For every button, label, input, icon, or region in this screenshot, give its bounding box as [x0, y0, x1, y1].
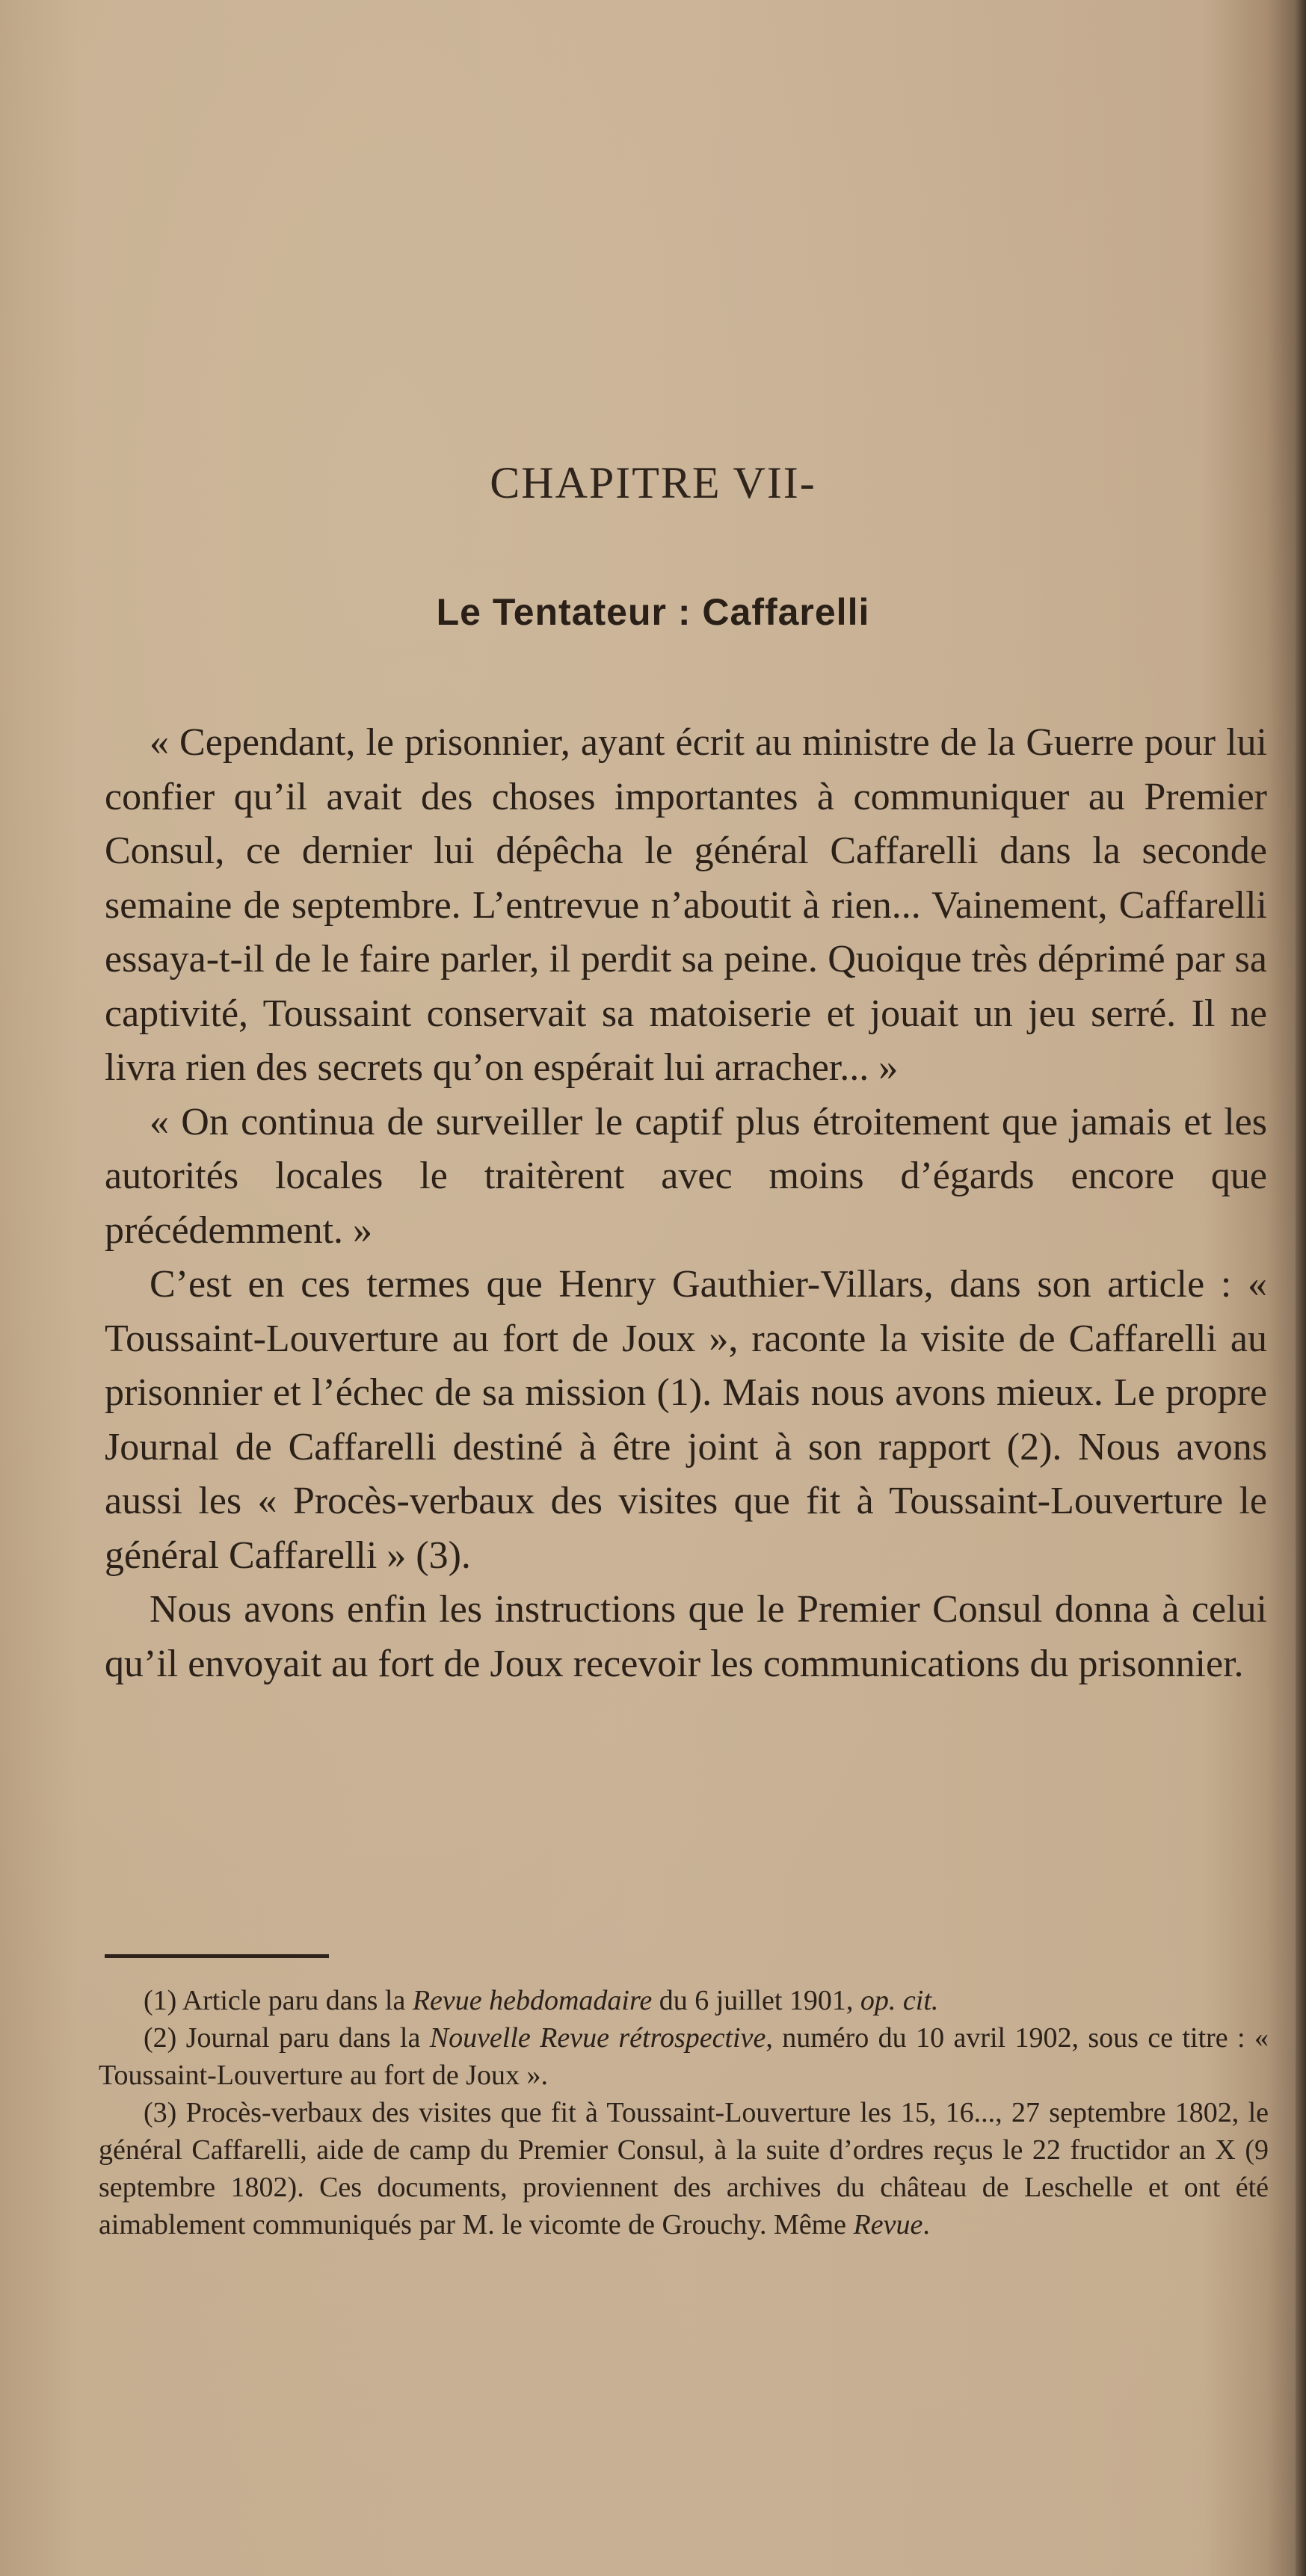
paragraph: Nous avons enfin les instructions que le Premier Consul donna à celui qu’il envoyait au fort de Joux recevoir les communications du prisonnier.: [105, 1588, 1267, 1685]
footnote-3: (3) Procès-verbaux des visites que fit à Toussaint-Louverture les 15, 16..., 27 septembre 1802, le général Caffarelli, aide de camp du Premier Consul, à la suite d’ordres reçus le 22 fructidor an X (9 septembre 1802). Ces documents, proviennent des archives du château de Leschelle et ont été aimablement communiqués par M. le vicomte de Grouchy. Même Revue.: [99, 2097, 1269, 2240]
body-text: [105, 716, 1267, 1691]
paragraph: « Cependant, le prisonnier, ayant écrit au ministre de la Guerre pour lui confier qu’il avait des choses importantes à communiquer au Premier Consul, ce dernier lui dépêcha le général Caffarelli dans la seconde semaine de septembre. L’entrevue n’aboutit à rien... Vainement, Caffarelli essaya-t-il de le faire parler, il perdit sa peine. Quoique très déprimé par sa captivité, Toussaint conservait sa matoiserie et jouait un jeu serré. Il ne livra rien des secrets qu’on espérait lui arracher... »: [105, 721, 1267, 1089]
paragraph: « On continua de surveiller le captif plus étroitement que jamais et les autorités locales le traitèrent avec moins d’égards encore que précédemment. »: [105, 1100, 1267, 1252]
footnote-separator: [105, 1954, 329, 1958]
footnotes: [99, 1982, 1269, 2243]
section-title: Le Tentateur : Caffarelli: [436, 591, 870, 633]
chapter-title: CHAPITRE VII-: [490, 458, 816, 507]
footnote-1: (1) Article paru dans la Revue hebdomadaire du 6 juillet 1901, op. cit.: [144, 1985, 939, 2016]
footnote-2: (2) Journal paru dans la Nouvelle Revue rétrospective, numéro du 10 avril 1902, sous ce titre : « Toussaint-Louverture au fort de Joux ».: [99, 2022, 1269, 2091]
page-edge-shadow: [1296, 0, 1306, 2576]
paragraph: C’est en ces termes que Henry Gauthier-Villars, dans son article : « Toussaint-Louverture au fort de Joux », raconte la visite de Caffarelli au prisonnier et l’échec de sa mission (1). Mais nous avons mieux. Le propre Journal de Caffarelli destiné à être joint à son rapport (2). Nous avons aussi les « Procès-verbaux des visites que fit à Toussaint-Louverture le général Caffarelli » (3).: [105, 1263, 1267, 1577]
